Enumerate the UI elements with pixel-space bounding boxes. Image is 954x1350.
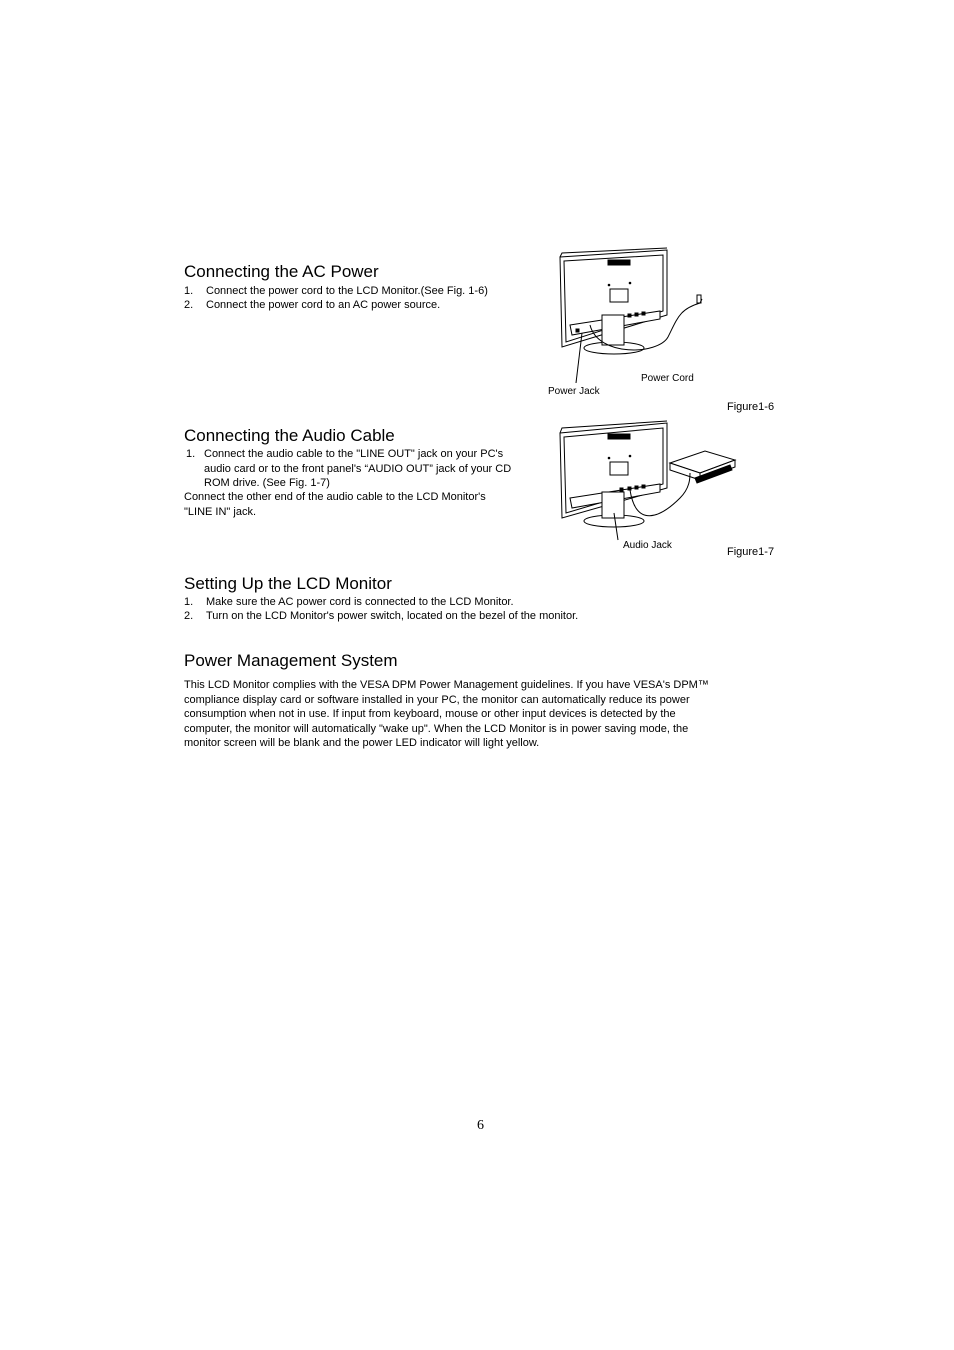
section-title-power-management: Power Management System bbox=[184, 651, 398, 670]
list-text: Turn on the LCD Monitor's power switch, located on the bezel of the monitor. bbox=[206, 610, 579, 622]
figure-caption-1-6: Figure1-6 bbox=[727, 401, 775, 413]
label-audio-jack: Audio Jack bbox=[623, 540, 672, 551]
monitor-power-figure bbox=[540, 245, 720, 355]
list-text-line: Connect the audio cable to the "LINE OUT" jack on your PC's bbox=[204, 448, 504, 460]
note-line: "LINE IN" jack. bbox=[184, 505, 256, 518]
list-number: 2. bbox=[184, 610, 194, 622]
list-text-line: audio card or to the front panel's “AUDIO OUT” jack of your CD bbox=[204, 462, 512, 475]
paragraph-line: compliance display card or software installed in your PC, the monitor can automatically reduce its power bbox=[184, 693, 690, 706]
monitor-audio-figure bbox=[540, 418, 750, 538]
list-number: 1. bbox=[186, 448, 196, 460]
audio-note bbox=[184, 490, 486, 519]
paragraph-line: computer, the monitor will automatically "wake up". When the LCD Monitor is in power saving mode, the bbox=[184, 722, 689, 735]
list-item bbox=[186, 447, 546, 491]
list-text: Connect the power cord to the LCD Monitor.(See Fig. 1-6) bbox=[206, 285, 488, 297]
page-number: 6 bbox=[477, 1118, 484, 1133]
label-power-cord: Power Cord bbox=[641, 373, 694, 384]
list-text: Make sure the AC power cord is connected to the LCD Monitor. bbox=[206, 596, 514, 608]
list-number: 1. bbox=[184, 285, 194, 297]
list-number: 1. bbox=[184, 596, 194, 608]
list-text-line: ROM drive. (See Fig. 1-7) bbox=[204, 477, 330, 489]
label-power-jack: Power Jack bbox=[548, 386, 600, 397]
note-line: Connect the other end of the audio cable to the LCD Monitor's bbox=[184, 491, 486, 503]
section-title-setup: Setting Up the LCD Monitor bbox=[184, 574, 392, 593]
power-management-paragraph bbox=[184, 678, 709, 751]
paragraph-line: monitor screen will be blank and the power LED indicator will light yellow. bbox=[184, 737, 540, 749]
list-number: 2. bbox=[184, 299, 194, 311]
paragraph-line: This LCD Monitor complies with the VESA DPM Power Management guidelines. If you have VESA's DPM™ bbox=[184, 679, 709, 691]
figure-caption-1-7: Figure1-7 bbox=[727, 546, 775, 558]
section-title-audio-cable: Connecting the Audio Cable bbox=[184, 426, 395, 445]
paragraph-line: consumption when not in use. If input from keyboard, mouse or other input devices is detected by the bbox=[184, 708, 676, 720]
list-text: Connect the power cord to an AC power source. bbox=[206, 299, 441, 311]
section-title-ac-power: Connecting the AC Power bbox=[184, 262, 379, 281]
